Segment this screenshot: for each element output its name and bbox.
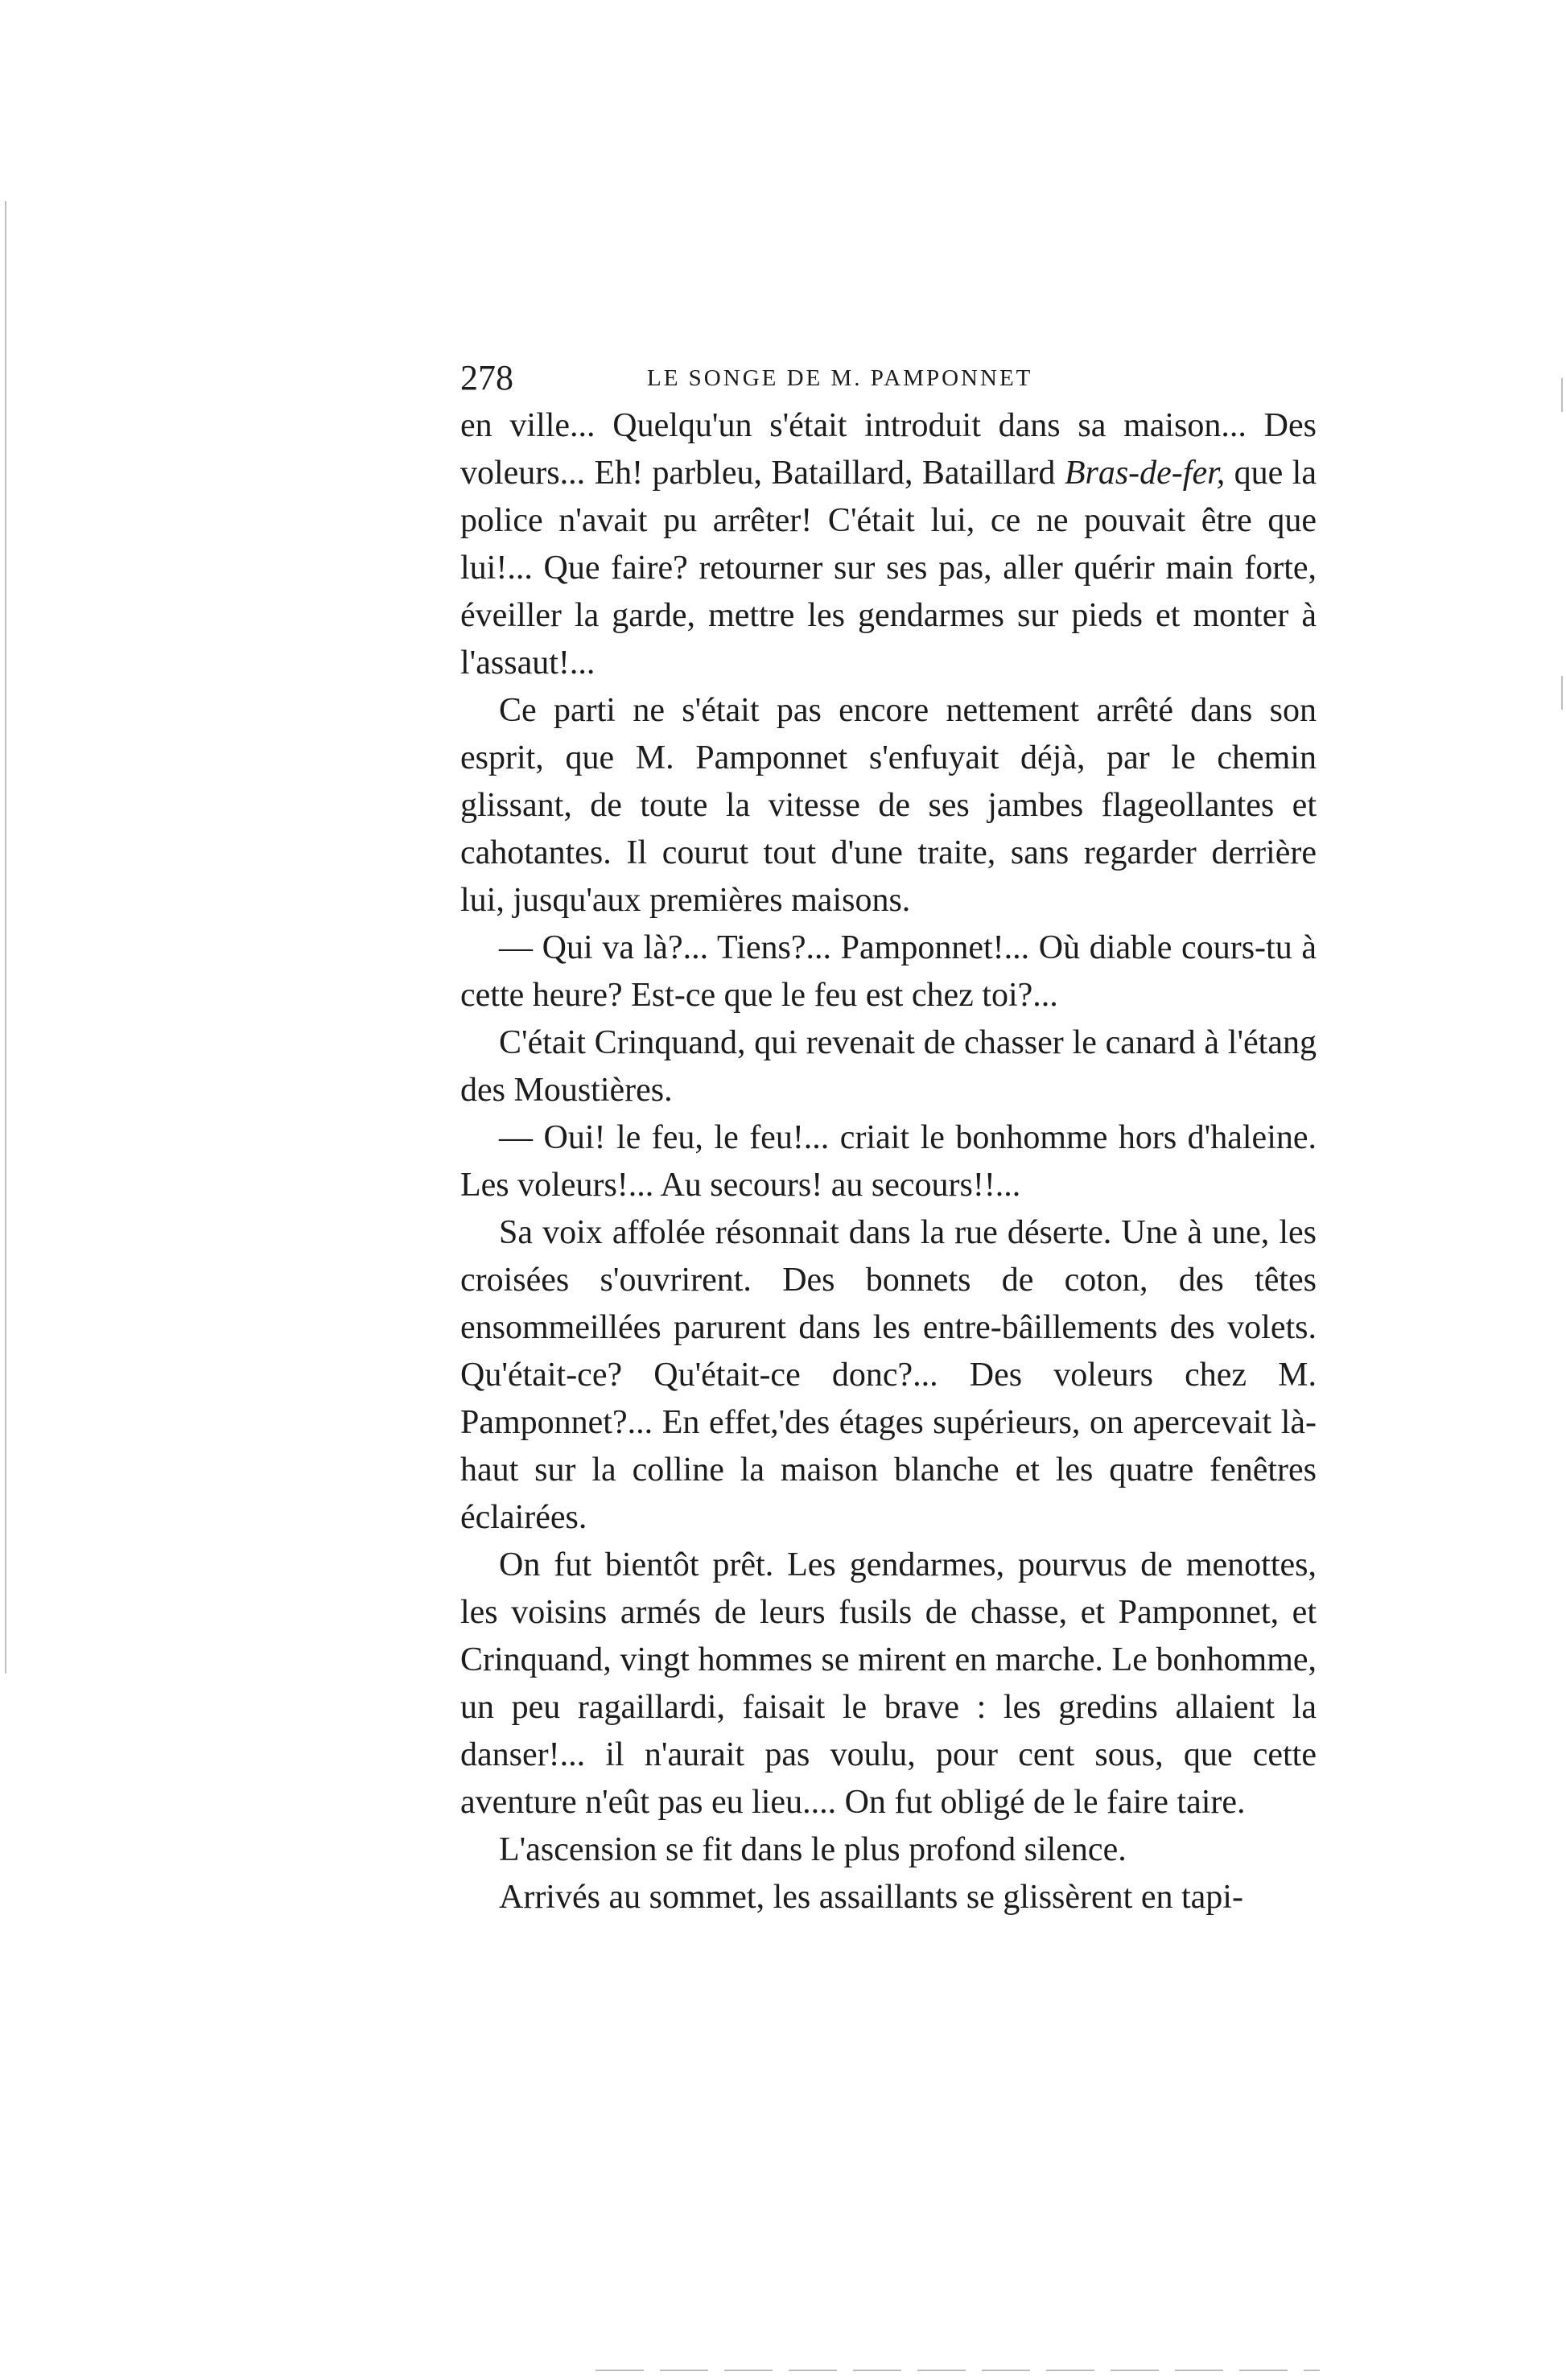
paragraph-1-emphasis: Bras-de-fer, [1064, 455, 1226, 492]
paragraph-5: — Oui! le feu, le feu!... criait le bonhomme hors d'haleine. Les voleurs!... Au secours! au secours!!... [460, 1119, 1317, 1204]
body-text [460, 402, 1317, 1921]
page-number: 278 [460, 358, 513, 397]
paragraph-3: — Qui va là?... Tiens?... Pamponnet!... Où diable cours-tu à cette heure? Est-ce que le feu est chez toi?... [460, 929, 1317, 1014]
scan-edge-mark-right-top [1561, 378, 1563, 412]
paragraph-4: C'était Crinquand, qui revenait de chasser le canard à l'étang des Moustières. [460, 1024, 1317, 1109]
scan-edge-mark-right-mid [1561, 676, 1563, 710]
paragraph-1-text: en ville... Quelqu'un s'était introduit dans sa maison... Des voleurs... Eh! parbleu, Bataillard, Bataillard [460, 407, 1317, 492]
scan-bottom-edge [595, 2370, 1320, 2371]
paragraph-8: L'ascension se fit dans le plus profond silence. [499, 1831, 1127, 1868]
paragraph-1 [460, 402, 1317, 687]
paragraph-7: On fut bientôt prêt. Les gendarmes, pourvus de menottes, les voisins armés de leurs fusils de chasse, et Pamponnet, et Crinquand, vingt hommes se mirent en marche. Le bonhomme, un peu ragaillardi, faisait le brave : les gredins allaient la danser!... il n'aurait pas voulu, pour cent sous, que cette aventure n'eût pas eu lieu.... On fut obligé de le faire taire. [460, 1546, 1317, 1821]
paragraph-1-text-after: que la police n'avait pu arrêter! C'était lui, ce ne pouvait être que lui!... Que faire? retourner sur ses pas, aller quérir main forte, éveiller la garde, mettre les gendarmes sur pieds et monter à l'assaut!... [460, 455, 1317, 681]
paragraph-2: Ce parti ne s'était pas encore nettement arrêté dans son esprit, que M. Pamponnet s'enfuyait déjà, par le chemin glissant, de toute la vitesse de ses jambes flageollantes et cahotantes. Il courut tout d'une traite, sans regarder derrière lui, jusqu'aux premières maisons. [460, 692, 1317, 919]
paragraph-6: Sa voix affolée résonnait dans la rue déserte. Une à une, les croisées s'ouvrirent. Des bonnets de coton, des têtes ensommeillées parurent dans les entre-bâillements des volets. Qu'était-ce? Qu'était-ce donc?... Des voleurs chez M. Pamponnet?... En effet,'des étages supérieurs, on apercevait là-haut sur la colline la maison blanche et les quatre fenêtres éclairées. [460, 1214, 1317, 1536]
paragraph-9: Arrivés au sommet, les assaillants se glissèrent en tapi- [499, 1879, 1243, 1916]
running-title: LE SONGE DE M. PAMPONNET [647, 365, 1033, 391]
scan-edge-mark-left [5, 201, 6, 1674]
running-head [460, 354, 1317, 402]
